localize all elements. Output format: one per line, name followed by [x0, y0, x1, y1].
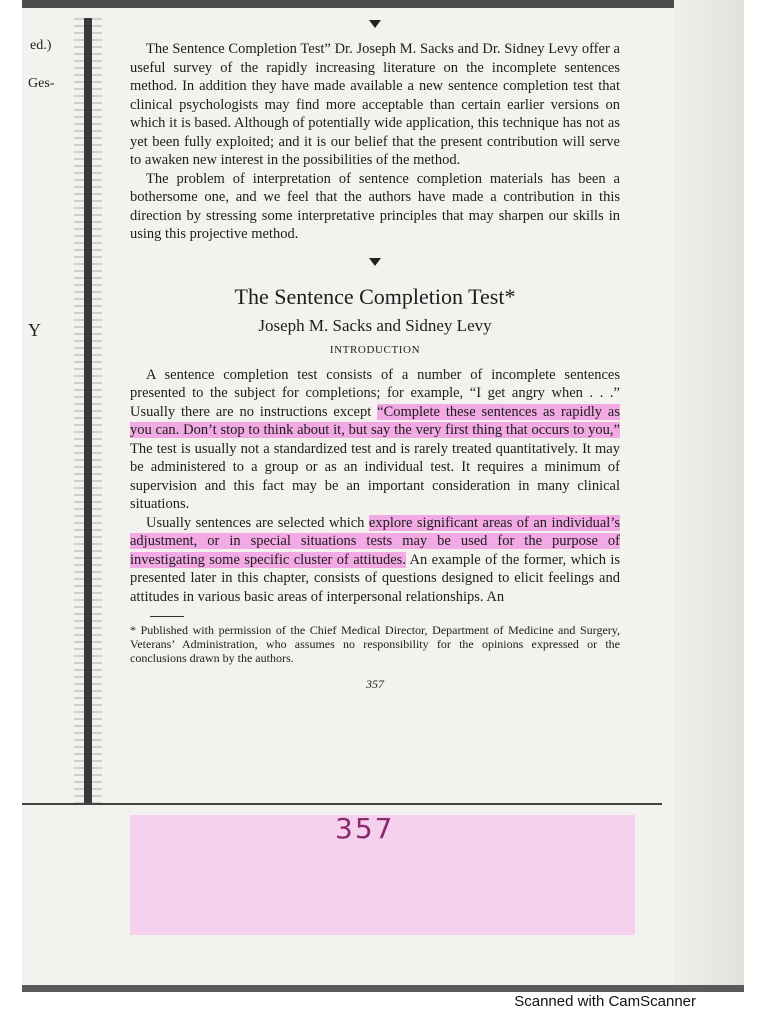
- book-spine: [84, 18, 92, 803]
- margin-fragment-2: Ges-: [28, 76, 55, 91]
- margin-fragment-1: ed.): [30, 38, 52, 53]
- body-paragraph-1-end: The test is usually not a standardized test and is rarely treated quantitatively. It may be administered to a group or as an individual test. It requires a minimum of supervision and this fact may be an important consideration in many clinical situations.: [130, 440, 620, 512]
- highlighted-purpose: explore significant areas of an individual’s adjustment, or in special situations tests may be used for the purpose of investigating some specific cluster of attitudes.: [130, 514, 621, 568]
- chapter-title: The Sentence Completion Test*: [234, 283, 516, 309]
- top-scan-border: [22, 0, 744, 8]
- body-paragraph-2-end: An example of the former, which is presented later in this chapter, consists of questions designed to elicit feelings and attitudes in various basic areas of interpersonal relationships. An: [130, 551, 620, 605]
- section-heading: INTRODUCTION: [329, 343, 421, 356]
- opposite-page-edge: [674, 0, 744, 992]
- footnote-rule: [150, 616, 184, 617]
- camscanner-watermark: Scanned with CamScanner: [514, 993, 696, 1010]
- highlighted-instructions: “Complete these sentences as rapidly as you can. Don’t stop to think about it, but say the very first thing that occurs to you,”: [130, 403, 620, 438]
- body-paragraph-2-start: Usually sentences are selected which: [146, 514, 369, 531]
- page-bottom-edge: [22, 803, 662, 805]
- handwritten-page-number: 357: [335, 812, 395, 845]
- ornament-triangle-middle: [369, 258, 381, 266]
- ornament-triangle-top: [369, 20, 381, 28]
- body-paragraph-2: [130, 514, 620, 607]
- editor-intro-paragraph-2: The problem of interpretation of sentence completion materials has been a bothersome one, and we feel that the authors have made a contribution in this direction by stressing some interpretative principles that may sharpen our skills in using this projective method.: [130, 170, 620, 242]
- bottom-scan-border: [22, 985, 744, 992]
- footnote: * Published with permission of the Chief Medical Director, Department of Medicine and Surgery, Veterans’ Administration, who assumes no responsibility for the opinions expressed or the conclusions drawn by the authors.: [130, 623, 620, 665]
- body-paragraph-1: [130, 366, 620, 514]
- chapter-authors: Joseph M. Sacks and Sidney Levy: [258, 315, 492, 335]
- body-paragraph-1-start: A sentence completion test consists of a number of incomplete sentences presented to the subject for completions; for example, “I get angry when . . .” Usually there are no instructions except: [130, 366, 620, 420]
- book-page-content: [130, 20, 620, 800]
- page-number: 357: [366, 677, 384, 691]
- editor-intro-paragraph-1: The Sentence Completion Test” Dr. Joseph M. Sacks and Dr. Sidney Levy offer a useful survey of the rapidly increasing literature on the incomplete sentences method. In addition they have made available a new sentence completion test that clinical psychologists may find more acceptable than certain earlier versions on which it is based. Although of potentially wide application, this technique has not as yet been fully exploited; and it is our belief that the present contribution will serve to awaken new interest in the possibilities of the method.: [130, 41, 620, 168]
- margin-mark: Y: [28, 320, 41, 340]
